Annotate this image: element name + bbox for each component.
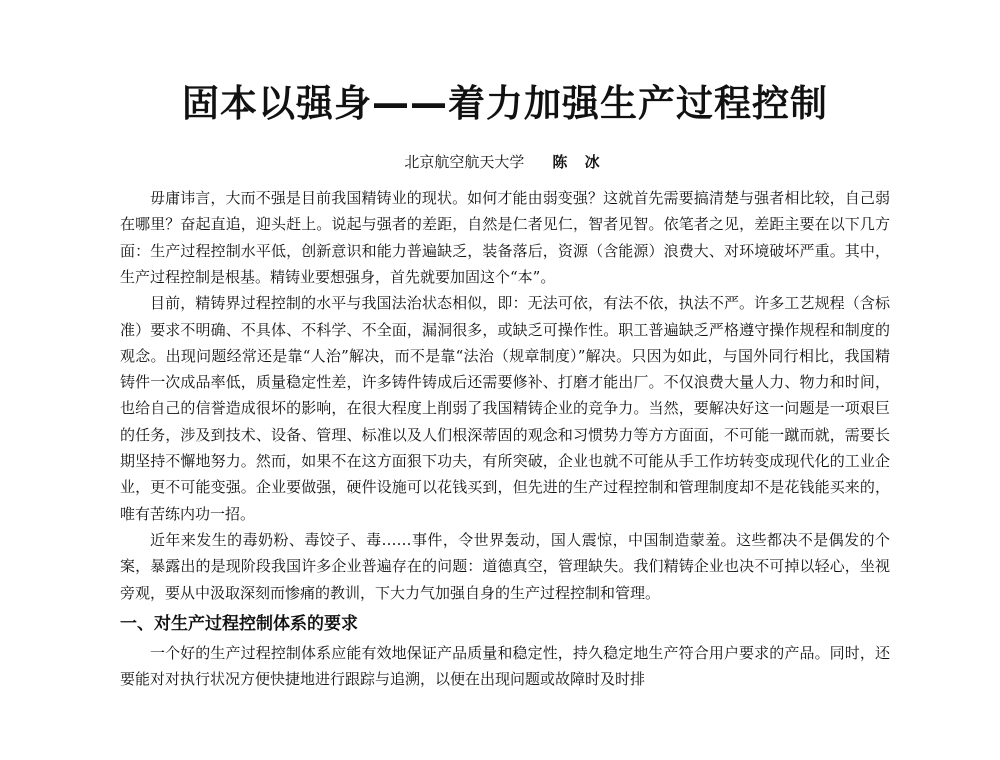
author-name: 陈 冰 [552,153,606,172]
article-title: 固本以强身——着力加强生产过程控制 [182,82,828,125]
body-paragraph: 毋庸讳言，大而不强是目前我国精铸业的现状。如何才能由弱变强？这就首先需要搞清楚与强者相比较，自己弱在哪里？奋起直追，迎头赶上。说起与强者的差距，自然是仁者见仁，智者见智。依笔者之见，差距主要在以下几方面：生产过程控制水平低，创新意识和能力普遍缺乏，装备落后，资源（含能源）浪费大、对环境破坏严重。其中，生产过程控制是根基。精铸业要想强身，首先就要加固这个“本”。 [120,189,890,286]
article-page [120,80,890,692]
body-paragraph: 近年来发生的毒奶粉、毒饺子、毒……事件，令世界轰动，国人震惊，中国制造蒙羞。这些都决不是偶发的个案，暴露出的是现阶段我国许多企业普遍存在的问题：道德真空，管理缺失。我们精铸企业也决不可掉以轻心，坐视旁观，要从中汲取深刻而惨痛的教训，下大力气加强自身的生产过程控制和管理。 [120,530,890,602]
body-paragraph: 目前，精铸界过程控制的水平与我国法治状态相似，即：无法可依，有法不依，执法不严。许多工艺规程（含标准）要求不明确、不具体、不科学、不全面，漏洞很多，或缺乏可操作性。职工普遍缺乏严格遵守操作规程和制度的观念。出现问题经常还是靠“人治”解决，而不是靠“法治（规章制度）”解决。只因为如此，与国外同行相比，我国精铸件一次成品率低，质量稳定性差，许多铸件铸成后还需要修补、打磨才能出厂。不仅浪费大量人力、物力和时间，也给自己的信誉造成很坏的影响，在很大程度上削弱了我国精铸企业的竞争力。当然，要解决好这一问题是一项艰巨的任务，涉及到技术、设备、管理、标准以及人们根深蒂固的观念和习惯势力等方方面面，不可能一蹴而就，需要长期坚持不懈地努力。然而，如果不在这方面狠下功夫，有所突破，企业也就不可能从手工作坊转变成现代化的工业企业，更不可能变强。企业要做强，硬件设施可以花钱买到，但先进的生产过程控制和管理制度却不是花钱能买来的，唯有苦练内功一招。 [120,294,890,523]
section-heading: 一、对生产过程控制体系的要求 [120,613,358,634]
section-paragraph: 一个好的生产过程控制体系应能有效地保证产品质量和稳定性，持久稳定地生产符合用户要求的产品。同时，还要能对对执行状况方便快捷地进行跟踪与追溯，以便在出现问题或故障时及时排 [120,643,890,689]
article-body [120,185,890,692]
byline [120,152,890,173]
author-affiliation: 北京航空航天大学 [404,153,525,172]
